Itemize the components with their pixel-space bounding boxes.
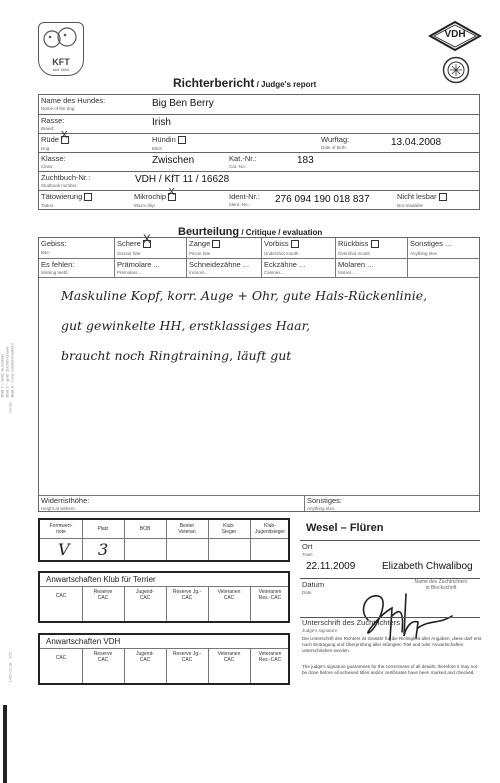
vdh-col-reserve-junior-cac: Reserve Jg.-CAC (172, 651, 202, 663)
female-checkbox[interactable] (178, 136, 186, 144)
other-sublabel: Anything else: (307, 506, 336, 511)
grading-header-formwert-sub: note (56, 529, 66, 535)
klub-col-reserve-junior-cac: Reserve Jg.-CAC (172, 589, 202, 601)
dog-name-row (38, 94, 480, 115)
title-sub: / Judge's report (254, 80, 317, 89)
grading-value-platz[interactable]: 3 (98, 540, 109, 559)
bite-option-overshot[interactable] (338, 240, 379, 248)
vdh-col-cac: CAC (55, 655, 67, 661)
fci-seal-icon (442, 56, 470, 84)
kft-logo-year: seit 1894 (52, 67, 70, 72)
grading-header-club-winner-sub: Sieger (221, 529, 237, 535)
bite-option-scissor-label: Schere (117, 239, 141, 248)
missing-premolars-sub: Premolars ... (117, 270, 143, 275)
missing-molars-sub: Molars ... (338, 270, 357, 275)
missing-canines-sub: Canines ... (264, 270, 286, 275)
female-sublabel: Bitch (152, 146, 163, 151)
bite-scissor-check-mark: X (142, 232, 151, 247)
tattoo-label: Tätowierung (41, 192, 83, 201)
form-code: 1450.02.08 · 105 (7, 652, 13, 683)
grading-header-best-veteran-label: Bester (179, 523, 195, 529)
class-label: Klasse: (41, 154, 66, 163)
missing-molars[interactable]: Molaren ... (338, 260, 374, 269)
class-row (38, 152, 480, 172)
unreadable-sublabel: Nor readable (397, 203, 424, 208)
catno-label: Kat.-Nr.: (229, 154, 257, 163)
grading-value-formwert[interactable]: V (58, 540, 70, 559)
other-label: Sonstiges: (307, 496, 343, 505)
title-main: Richterbericht (173, 76, 255, 90)
bite-option-overshot-sub: Overshot mouth (338, 251, 371, 256)
vdh-col-junior-cac: Jugend-CAC (135, 651, 155, 663)
grading-header-best-veteran (166, 523, 208, 535)
bite-overshot-checkbox[interactable] (371, 240, 379, 248)
vdh-col-reserve-cac: Reserve CAC (93, 651, 113, 663)
signature-note-en: The judge's signature guarantees for the correctness of all details; therefore it may not be done before all achieved titles and/or certificates have been marked and checked. (302, 664, 478, 675)
place-sublabel: Town (302, 552, 313, 557)
place-label: Ort (302, 542, 313, 551)
show-name[interactable]: Wesel – Flüren (306, 522, 384, 534)
breed-sublabel: Breed: (41, 126, 55, 131)
critique-line-3[interactable]: braucht noch Ringtraining, läuft gut (61, 348, 292, 363)
sex-dob-row (38, 130, 480, 153)
tattoo-checkbox[interactable] (84, 193, 92, 201)
bite-option-undershot-sub: Undershot mouth (264, 251, 299, 256)
bite-scissor-checkbox[interactable] (142, 232, 151, 248)
chip-checkbox[interactable] (168, 187, 176, 201)
grading-header-best-veteran-sub: Veteran (178, 529, 196, 535)
grading-header-club-winner (208, 523, 250, 535)
height-sublabel: Height at withers: (41, 506, 76, 511)
klub-col-cac: CAC (55, 593, 67, 599)
judge-name-value[interactable]: Elizabeth Chwalibog (382, 561, 473, 572)
class-sublabel: Class: (41, 164, 54, 169)
show-date-value[interactable]: 22.11.2009 (306, 561, 356, 572)
evaluation-heading-sub: / Critique / evaluation (239, 228, 323, 237)
missing-teeth-label: Es fehlen: (41, 260, 75, 269)
bite-option-scissor-sub: Scissor bite (117, 251, 141, 256)
breed-value[interactable]: Irish (152, 117, 171, 128)
bite-undershot-checkbox[interactable] (291, 240, 299, 248)
missing-premolars[interactable]: Prämolare ... (117, 260, 160, 269)
dob-value[interactable]: 13.04.2008 (391, 137, 442, 148)
kft-logo (38, 22, 84, 76)
grading-header-club-junior-winner-label: Klub- (264, 523, 276, 529)
bite-option-undershot-label: Vorbiss (264, 239, 289, 248)
ident-label: Ident-Nr.: (229, 192, 260, 201)
dog-name-sublabel: Name of the dog: (41, 106, 76, 111)
vdh-col-veteran-reserve-cac: Veteranen Res.-CAC (258, 651, 282, 663)
dog-name-label: Name des Hundes: (41, 96, 106, 105)
bite-option-pincer-sub: Pincer bite (189, 251, 211, 256)
grading-header-club-winner-label: Klub- (223, 523, 235, 529)
grading-table (38, 518, 290, 562)
vdh-col-veteran-cac: Veteranen CAC (217, 651, 241, 663)
grading-header-formwert (40, 523, 82, 535)
male-label: Rüde (41, 135, 59, 144)
date-label: Datum (302, 580, 325, 589)
klub-col-reserve-cac: Reserve CAC (93, 589, 113, 601)
grading-header-formwert-label: Formwert- (49, 523, 73, 529)
bite-option-pincer[interactable] (189, 240, 220, 248)
class-value[interactable]: Zwischen (152, 155, 195, 166)
kft-logo-text: KFT (52, 57, 70, 67)
chip-check-mark: X (168, 187, 175, 199)
bite-option-other-sub: Anything else (410, 251, 438, 256)
date-sublabel: Date (302, 590, 312, 595)
breed-label: Rasse: (41, 116, 65, 125)
critique-line-1[interactable]: Maskuline Kopf, korr. Auge + Ohr, gute Hals-Rückenlinie, (61, 288, 428, 303)
terrier-heads-icon (40, 26, 82, 52)
chip-label: Mikrochip (134, 192, 167, 201)
grading-header-platz: Platz (97, 526, 109, 532)
ident-value[interactable]: 276 094 190 018 837 (275, 194, 370, 205)
form-vendor-note: Vordru (7, 401, 13, 414)
studbook-label: Zuchtbuch-Nr.: (41, 173, 91, 182)
female-label: Hündin (152, 135, 176, 144)
klub-col-veteran-reserve-cac: Veteranen Res.-CAC (258, 589, 282, 601)
judge-name-label: Name des Zuchtrichters (414, 579, 468, 585)
signature-label: Unterschrift des Zuchtrichters (302, 618, 400, 627)
missing-incisors-sub: Incisors ... (189, 270, 210, 275)
height-label: Widerristhöhe: (41, 496, 90, 505)
bite-pincer-checkbox[interactable] (212, 240, 220, 248)
unreadable-checkbox[interactable] (439, 193, 447, 201)
scan-edge-mark (3, 705, 7, 783)
page-title (173, 74, 316, 92)
bite-sublabel: Bite: (41, 250, 51, 255)
catno-value[interactable]: 183 (297, 155, 314, 166)
male-sublabel: Dog (41, 146, 50, 151)
vdh-logo-text: VDH (444, 29, 466, 40)
signature-note-de: Die Unterschrift des Richters ist Gewähr für die Richtigkeit aller Angaben; diese darf erst nach Eintragung und Überprüfung aller erlangten Titel und oder Anwartschaften unterschrieben werden. (302, 636, 482, 653)
tattoo-sublabel: Tattoo (41, 203, 54, 208)
signature-sublabel: Judge's signature (302, 628, 338, 633)
bite-option-scissor[interactable] (117, 232, 151, 248)
ident-sublabel: Ident.-No.: (229, 202, 251, 207)
grading-header-club-junior-winner (250, 523, 290, 535)
bite-option-pincer-label: Zange (189, 239, 211, 248)
bite-option-undershot[interactable] (264, 240, 299, 248)
vdh-certificates-table (38, 633, 290, 685)
grading-header-bob: BOB (139, 526, 151, 532)
catno-sublabel: Cat.-No.: (229, 164, 248, 169)
dob-label: Wurftag: (321, 135, 350, 144)
missing-incisors[interactable]: Schneidezähne ... (189, 260, 250, 269)
bite-label: Gebiss: (41, 239, 67, 248)
copies-distribution-note: Blatt 1 – weiß: Aussteller Blatt 2 – gelb: Zuchtbuchamt Blatt 3 – rosa: Zuchtschaubüro (0, 343, 15, 398)
unreadable-label: Nicht lesbar (397, 192, 437, 201)
klub-col-veteran-cac: Veteranen CAC (217, 589, 241, 601)
evaluation-heading-main: Beurteilung (178, 226, 240, 238)
klub-certificates-title: Anwartschaften Klub für Terrier (46, 575, 156, 584)
male-check-mark: X (61, 130, 68, 142)
dog-name-value[interactable]: Big Ben Berry (152, 98, 214, 109)
studbook-value[interactable]: VDH / KfT 11 / 16628 (135, 174, 230, 185)
bite-option-other[interactable]: Sonstiges ... (410, 239, 452, 248)
missing-teeth-sublabel: Missing teeth: (41, 270, 69, 275)
studbook-sublabel: Studbook number: (41, 183, 78, 188)
studbook-row (38, 171, 480, 191)
critique-line-2[interactable]: gut gewinkelte HH, erstklassiges Haar, (61, 318, 311, 333)
vdh-certificates-title: Anwartschaften VDH (46, 637, 121, 646)
male-checkbox[interactable] (61, 130, 69, 144)
dob-sublabel: Date of birth: (321, 145, 347, 150)
grading-header-club-junior-winner-sub: Jugendsieger (254, 529, 286, 535)
klub-certificates-table (38, 571, 290, 623)
missing-canines[interactable]: Eckzähne ... (264, 260, 306, 269)
bite-option-overshot-label: Rückbiss (338, 239, 369, 248)
chip-sublabel: Micro-chip (134, 203, 155, 208)
klub-col-junior-cac: Jugend-CAC (135, 589, 155, 601)
id-row (38, 187, 480, 210)
judge-name-sublabel: in Blockschrift (425, 585, 457, 591)
breed-row (38, 114, 480, 134)
